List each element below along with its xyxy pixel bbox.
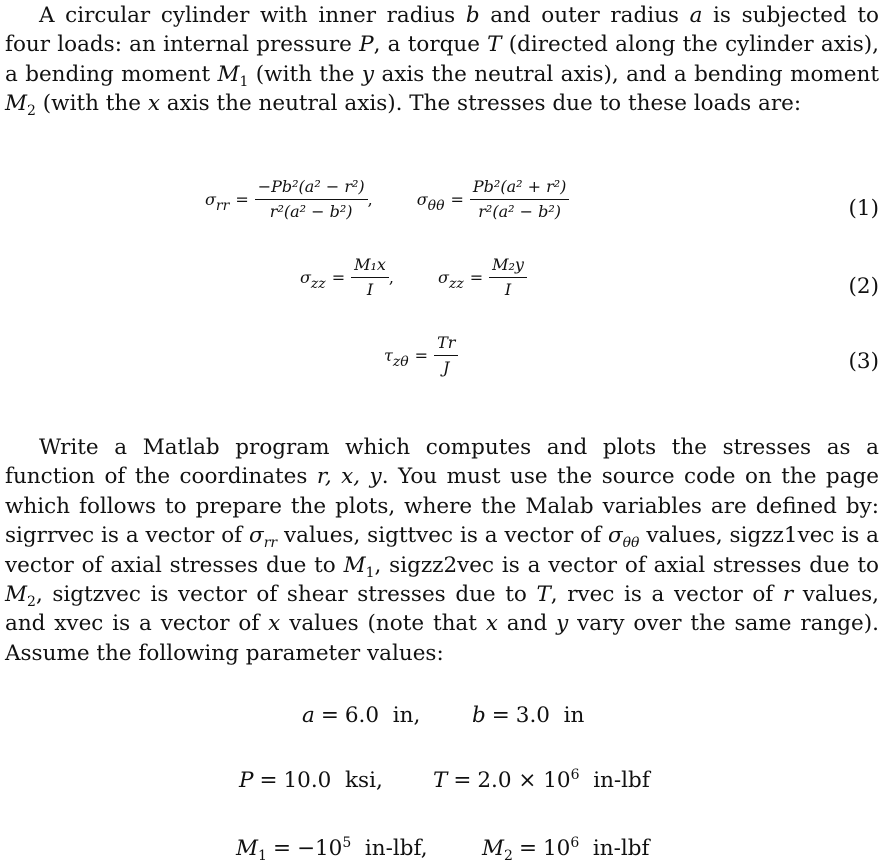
param-M2: $M_2 = 10^6$ in-lbf — [482, 835, 650, 864]
intro-paragraph — [5, 1, 879, 119]
equation-number-2: (2) — [848, 274, 879, 299]
var-M2: M — [5, 91, 28, 117]
intro-text: (with the — [248, 61, 362, 87]
var-x: x — [268, 611, 281, 637]
body-text: vary over the same range). Assume the following parameter values: — [5, 611, 879, 666]
body-paragraph — [5, 433, 879, 668]
equation-2: $\sigma_{zz}$ = $\frac{\text{M₁x}}{I}$ , $\sigma_{zz}$ = $\frac{\text{M₂y}}{I}$ — [300, 256, 527, 298]
intro-text: axis the neutral axis). The stresses due to these loads are: — [159, 91, 802, 117]
intro-text: (with the — [35, 91, 148, 117]
var-sigma-rr: σ — [249, 523, 264, 549]
equation-number-3: (3) — [848, 349, 879, 374]
eq2-numerator-2: M₂y — [489, 256, 527, 278]
eq1-numerator-1: −Pb²(a² − r²) — [255, 178, 368, 200]
body-text: , sigzz2vec is a vector of axial stresses due to — [374, 552, 879, 578]
eq2-lhs1: $\sigma_{zz}$ — [300, 267, 326, 292]
intro-text: is subjected to four loads: an internal pressure — [5, 3, 879, 58]
var-x: x — [485, 611, 498, 637]
param-M1: $M_1 = -10^5$ in-lbf, — [236, 835, 428, 864]
intro-text: A circular cylinder with inner radius — [39, 3, 466, 28]
body-text: Write a Matlab program which computes and plots the stresses as a function of the coordinates — [5, 435, 879, 490]
intro-text: axis the neutral axis), and a bending moment — [374, 61, 879, 87]
var-sigma-rr-sub: rr — [263, 535, 278, 552]
eq3-denominator: J — [443, 357, 450, 377]
eq1-fraction-1 — [255, 178, 368, 220]
var-M1: M — [217, 61, 240, 87]
eq2-numerator-1: M₁x — [351, 256, 389, 278]
eq1-denominator-1: r²(a² − b²) — [269, 201, 353, 221]
body-text: and — [497, 611, 557, 637]
eq1-fraction-2 — [470, 178, 570, 220]
body-text: . You must use the source code on the page which follows to prepare the plots, where the Malab variables are defined by: sigrrvec is a vector of — [5, 464, 880, 549]
eq2-fraction-1 — [351, 256, 389, 298]
body-text: , rvec is a vector of — [550, 582, 783, 608]
eq1-lhs2: $\sigma_{\theta\theta}$ — [416, 189, 445, 214]
eq3-numerator: Tr — [434, 334, 458, 356]
var-M2-sub: 2 — [27, 594, 36, 611]
eq1-lhs1: $\sigma_{rr}$ — [205, 189, 230, 214]
intro-text: and outer radius — [479, 3, 690, 28]
equation-3: $\tau_{z\theta}$ = $\frac{Tr}{J}$ — [384, 334, 458, 376]
param-a: a = 6.0 in, — [302, 703, 421, 728]
var-T: T — [536, 582, 551, 608]
body-text: values, sigzz1vec is a vector of axial stresses due to — [5, 523, 879, 578]
var-y: y — [556, 611, 569, 637]
eq2-fraction-2 — [489, 256, 527, 298]
var-sigma-tt: σ — [607, 523, 623, 549]
eq2-lhs2: $\sigma_{zz}$ — [438, 267, 464, 292]
equation-1: $\sigma_{rr}$ = $\frac{\text{−Pb²(a² − r²)}}{\text{r²(a² − b²)}}$ , $\sigma_{\theta\theta}$ = $\frac{\text{Pb²(a² + r²)}}{\text{r²(a² − b²)}}$ — [205, 178, 569, 220]
var-r: r — [782, 582, 794, 608]
eq3-fraction — [434, 334, 458, 376]
var-M2-sub: 2 — [27, 103, 36, 120]
equation-number-1: (1) — [848, 196, 879, 221]
var-M1-sub: 1 — [365, 564, 375, 581]
eq1-numerator-2: Pb²(a² + r²) — [470, 178, 570, 200]
var-y: y — [361, 61, 375, 87]
eq2-denominator-2: I — [504, 279, 512, 299]
var-M1-sub: 1 — [239, 73, 249, 90]
var-sigma-tt-sub: θθ — [622, 535, 640, 552]
eq3-lhs: $\tau_{z\theta}$ — [384, 345, 409, 370]
body-text: values, and xvec is a vector of — [5, 582, 880, 637]
var-coords: r, x, y — [316, 464, 382, 490]
body-text: , sigtzvec is vector of shear stresses due to — [35, 582, 537, 608]
body-text: values, sigttvec is a vector of — [277, 523, 608, 549]
var-P: P — [359, 32, 374, 58]
param-P: P = 10.0 ksi, — [239, 768, 383, 793]
intro-text: , a torque — [373, 32, 488, 58]
intro-text: (directed along the cylinder axis), a bending moment — [5, 32, 879, 87]
eq2-denominator-1: I — [366, 279, 374, 299]
eq1-denominator-2: r²(a² − b²) — [478, 201, 562, 221]
var-b: b — [465, 3, 480, 28]
param-T: $T = 2.0 \times 10^6$ in-lbf — [433, 767, 650, 793]
body-text: values (note that — [280, 611, 486, 637]
var-M2: M — [5, 582, 28, 608]
var-x: x — [147, 91, 160, 117]
var-a: a — [689, 3, 703, 28]
var-M1: M — [343, 552, 366, 578]
var-T: T — [487, 32, 502, 58]
param-b: b = 3.0 in — [472, 703, 585, 728]
